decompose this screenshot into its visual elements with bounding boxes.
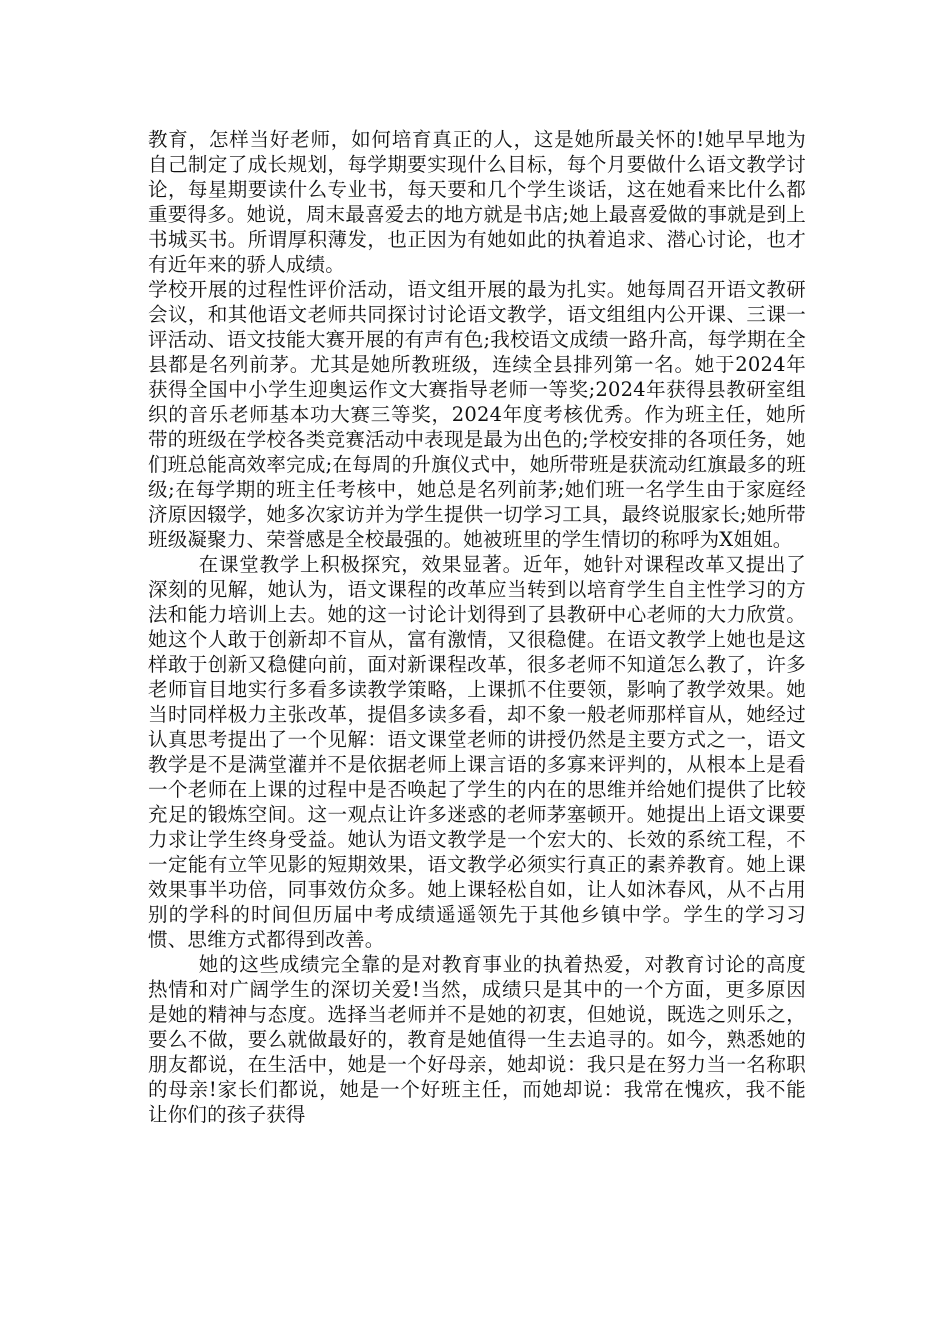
paragraph-2: 学校开展的过程性评价活动，语文组开展的最为扎实。她每周召开语文教研会议，和其他语文老师共同探讨讨论语文教学，语文组组内公开课、三课一评活动、语文技能大赛开展的有声有色;我校语文成绩一路升高，每学期在全县都是名列前茅。尤其是她所教班级，连续全县排列第一名。她于2024年获得全国中小学生迎奥运作文大赛指导老师一等奖;2024年获得县教研室组织的音乐老师基本功大赛三等奖，2024年度考核优秀。作为班主任，她所带的班级在学校各类竞赛活动中表现是最为出色的;学校安排的各项任务，她们班总能高效率完成;在每周的升旗仪式中，她所带班是获流动红旗最多的班级;在每学期的班主任考核中，她总是名列前茅;她们班一名学生由于家庭经济原因辍学，她多次家访并为学生提供一切学习工具，最终说服家长;她所带班级凝聚力、荣誉感是全校最强的。她被班里的学生情切的称呼为X姐姐。 <box>148 278 806 551</box>
document-body <box>148 127 806 1127</box>
paragraph-1: 教育，怎样当好老师，如何培育真正的人，这是她所最关怀的!她早早地为自己制定了成长规划，每学期要实现什么目标，每个月要做什么语文教学讨论，每星期要读什么专业书，每天要和几个学生谈话，这在她看来比什么都重要得多。她说，周末最喜爱去的地方就是书店;她上最喜爱做的事就是到上书城买书。所谓厚积薄发，也正因为有她如此的执着追求、潜心讨论，也才有近年来的骄人成绩。 <box>148 128 806 276</box>
paragraph-3: 在课堂教学上积极探究，效果显著。近年，她针对课程改革又提出了深刻的见解，她认为，语文课程的改革应当转到以培育学生自主性学习的方法和能力培训上去。她的这一讨论计划得到了县教研中心老师的大力欣赏。她这个人敢于创新却不盲从，富有激情，又很稳健。在语文教学上她也是这样敢于创新又稳健向前，面对新课程改革，很多老师不知道怎么教了，许多老师盲目地实行多看多读教学策略，上课抓不住要领，影响了教学效果。她当时同样极力主张改革，提倡多读多看，却不象一般老师那样盲从，她经过认真思考提出了一个见解：语文课堂老师的讲授仍然是主要方式之一，语文教学是不是满堂灌并不是依据老师上课言语的多寡来评判的，从根本上是看一个老师在上课的过程中是否唤起了学生的内在的思维并给她们提供了比较充足的锻炼空间。这一观点让许多迷惑的老师茅塞顿开。她提出上语文课要力求让学生终身受益。她认为语文教学是一个宏大的、长效的系统工程，不一定能有立竿见影的短期效果，语文教学必须实行真正的素养教育。她上课效果事半功倍，同事效仿众多。她上课轻松自如，让人如沐春风，从不占用别的学科的时间但历届中考成绩遥遥领先于其他乡镇中学。学生的学习习惯、思维方式都得到改善。 <box>148 553 806 951</box>
paragraph-4: 她的这些成绩完全靠的是对教育事业的执着热爱，对教育讨论的高度热情和对广阔学生的深切关爱!当然，成绩只是其中的一个方面，更多原因是她的精神与态度。选择当老师并不是她的初衷，但她说，既选之则乐之，要么不做，要么就做最好的，教育是她值得一生去追寻的。如今，熟悉她的朋友都说，在生活中，她是一个好母亲，她却说：我只是在努力当一名称职的母亲!家长们都说，她是一个好班主任，而她却说：我常在愧疚，我不能让你们的孩子获得 <box>148 953 806 1126</box>
